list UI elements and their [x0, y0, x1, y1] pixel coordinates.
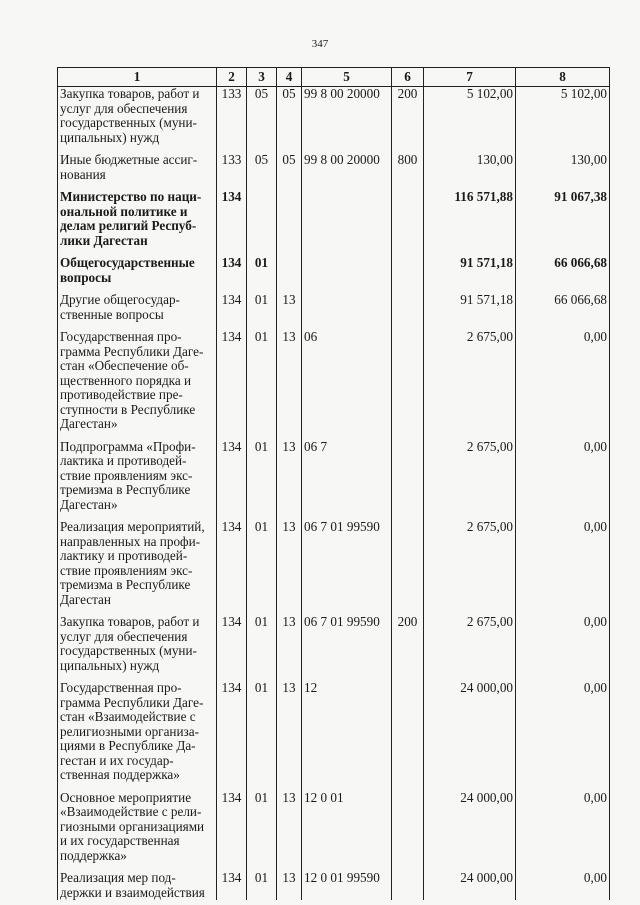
table-row: [58, 190, 610, 248]
expense-type-cell: [392, 330, 424, 432]
amount-year1-cell: 24 000,00: [424, 681, 516, 783]
table-row: [58, 520, 610, 607]
table-body: [58, 87, 610, 901]
subsection-cell: 13: [277, 615, 302, 673]
table-row: [58, 440, 610, 513]
page-number: 347: [311, 38, 329, 50]
spacer-cell: [302, 285, 392, 293]
section-cell: 01: [247, 440, 277, 513]
expense-type-cell: [392, 791, 424, 864]
table-row: [58, 330, 610, 432]
amount-year1-cell: 2 675,00: [424, 520, 516, 607]
row-name-cell: Другие общегосудар-ственные вопросы: [58, 293, 217, 322]
amount-year1-cell: 24 000,00: [424, 871, 516, 900]
spacer-cell: [392, 512, 424, 520]
subsection-cell: 13: [277, 681, 302, 783]
subsection-cell: 13: [277, 520, 302, 607]
amount-year1-cell: 5 102,00: [424, 87, 516, 146]
header-cell: 4: [277, 68, 302, 87]
expense-type-cell: [392, 293, 424, 322]
expense-type-cell: [392, 256, 424, 285]
amount-year1-cell: 2 675,00: [424, 440, 516, 513]
target-article-cell: 99 8 00 20000: [302, 153, 392, 182]
budget-table: [57, 67, 610, 900]
amount-year2-cell: 0,00: [516, 520, 610, 607]
amount-year2-cell: 5 102,00: [516, 87, 610, 146]
amount-year2-cell: 0,00: [516, 330, 610, 432]
amount-year2-cell: 130,00: [516, 153, 610, 182]
code-admin-cell: 134: [217, 330, 247, 432]
header-cell: 5: [302, 68, 392, 87]
expense-type-cell: 200: [392, 87, 424, 146]
target-article-cell: 12: [302, 681, 392, 783]
row-name-cell: Реализация мер под-держки и взаимодействия: [58, 871, 217, 900]
spacer-cell: [392, 285, 424, 293]
section-cell: 05: [247, 87, 277, 146]
spacer-cell: [392, 322, 424, 330]
code-admin-cell: 134: [217, 293, 247, 322]
row-name-cell: Иные бюджетные ассиг-нования: [58, 153, 217, 182]
header-cell: 2: [217, 68, 247, 87]
row-name-cell: Министерство по наци-ональной политике и делам религий Респуб-лики Дагестан: [58, 190, 217, 248]
subsection-cell: 05: [277, 153, 302, 182]
subsection-cell: 13: [277, 791, 302, 864]
target-article-cell: [302, 293, 392, 322]
header-row: [58, 68, 610, 87]
subsection-cell: 13: [277, 330, 302, 432]
target-article-cell: 12 0 01 99590: [302, 871, 392, 900]
table-row: [58, 87, 610, 146]
section-cell: 01: [247, 330, 277, 432]
target-article-cell: 12 0 01: [302, 791, 392, 864]
section-cell: 01: [247, 256, 277, 285]
amount-year1-cell: 130,00: [424, 153, 516, 182]
header-cell: 6: [392, 68, 424, 87]
amount-year2-cell: 66 066,68: [516, 256, 610, 285]
row-name-cell: Государственная про-грамма Республики Даге-стан «Обеспечение об-щественного порядка и противодействие пре-ступности в Республике Дагестан»: [58, 330, 217, 432]
spacer-cell: [392, 248, 424, 256]
code-admin-cell: 133: [217, 87, 247, 146]
code-admin-cell: 134: [217, 256, 247, 285]
target-article-cell: 06 7 01 99590: [302, 615, 392, 673]
code-admin-cell: 134: [217, 440, 247, 513]
spacer-cell: [392, 673, 424, 681]
amount-year2-cell: 0,00: [516, 681, 610, 783]
amount-year2-cell: 0,00: [516, 615, 610, 673]
row-name-cell: Общегосударственные вопросы: [58, 256, 217, 285]
spacer-cell: [392, 783, 424, 791]
expense-type-cell: [392, 190, 424, 248]
subsection-cell: [277, 190, 302, 248]
section-cell: 01: [247, 615, 277, 673]
spacer-cell: [247, 182, 277, 190]
code-admin-cell: 134: [217, 615, 247, 673]
header-cell: 7: [424, 68, 516, 87]
expense-type-cell: [392, 871, 424, 900]
table-row: [58, 615, 610, 673]
section-cell: 05: [247, 153, 277, 182]
expense-type-cell: 800: [392, 153, 424, 182]
target-article-cell: [302, 256, 392, 285]
subsection-cell: 13: [277, 440, 302, 513]
amount-year1-cell: 91 571,18: [424, 293, 516, 322]
spacer-cell: [392, 182, 424, 190]
table-row: [58, 871, 610, 900]
amount-year1-cell: 24 000,00: [424, 791, 516, 864]
section-cell: 01: [247, 520, 277, 607]
target-article-cell: 06: [302, 330, 392, 432]
amount-year2-cell: 0,00: [516, 440, 610, 513]
code-admin-cell: 134: [217, 520, 247, 607]
row-name-cell: Подпрограмма «Профи-лактика и противодей-ствие проявлениям экс-тремизма в Республике Дагестан»: [58, 440, 217, 513]
table-row: [58, 153, 610, 182]
amount-year2-cell: 0,00: [516, 871, 610, 900]
target-article-cell: [302, 190, 392, 248]
table-row: [58, 256, 610, 285]
header-cell: 8: [516, 68, 610, 87]
spacer-cell: [392, 863, 424, 871]
section-cell: 01: [247, 791, 277, 864]
code-admin-cell: 134: [217, 871, 247, 900]
subsection-cell: 13: [277, 871, 302, 900]
expense-type-cell: 200: [392, 615, 424, 673]
row-name-cell: Реализация мероприятий, направленных на профи-лактику и противодей-ствие проявлениям экс-тремизма в Республике Дагестан: [58, 520, 217, 607]
subsection-cell: 13: [277, 293, 302, 322]
spacer-cell: [302, 182, 392, 190]
spacer-cell: [277, 182, 302, 190]
amount-year1-cell: 91 571,18: [424, 256, 516, 285]
row-name-cell: Основное мероприятие «Взаимодействие с рели-гиозными организациями и их государственная поддержка»: [58, 791, 217, 864]
expense-type-cell: [392, 681, 424, 783]
expense-type-cell: [392, 520, 424, 607]
amount-year1-cell: 2 675,00: [424, 330, 516, 432]
amount-year1-cell: 116 571,88: [424, 190, 516, 248]
subsection-cell: 05: [277, 87, 302, 146]
table-row: [58, 681, 610, 783]
table-row: [58, 791, 610, 864]
header-cell: 3: [247, 68, 277, 87]
code-admin-cell: 134: [217, 791, 247, 864]
code-admin-cell: 133: [217, 153, 247, 182]
target-article-cell: 99 8 00 20000: [302, 87, 392, 146]
header-cell: 1: [58, 68, 217, 87]
subsection-cell: [277, 256, 302, 285]
amount-year2-cell: 91 067,38: [516, 190, 610, 248]
spacer-cell: [302, 248, 392, 256]
amount-year2-cell: 66 066,68: [516, 293, 610, 322]
spacer-cell: [277, 248, 302, 256]
spacer-cell: [392, 432, 424, 440]
section-cell: [247, 190, 277, 248]
row-name-cell: Государственная про-грамма Республики Даге-стан «Взаимодействие с религиозными организа-циями в Республике Да-гестан и их государ-ственная поддержка»: [58, 681, 217, 783]
target-article-cell: 06 7: [302, 440, 392, 513]
section-cell: 01: [247, 871, 277, 900]
expense-type-cell: [392, 440, 424, 513]
amount-year1-cell: 2 675,00: [424, 615, 516, 673]
table-row: [58, 293, 610, 322]
row-name-cell: Закупка товаров, работ и услуг для обеспечения государственных (муни-ципальных) нужд: [58, 87, 217, 146]
code-admin-cell: 134: [217, 681, 247, 783]
section-cell: 01: [247, 681, 277, 783]
section-cell: 01: [247, 293, 277, 322]
amount-year2-cell: 0,00: [516, 791, 610, 864]
row-name-cell: Закупка товаров, работ и услуг для обеспечения государственных (муни-ципальных) нужд: [58, 615, 217, 673]
target-article-cell: 06 7 01 99590: [302, 520, 392, 607]
code-admin-cell: 134: [217, 190, 247, 248]
